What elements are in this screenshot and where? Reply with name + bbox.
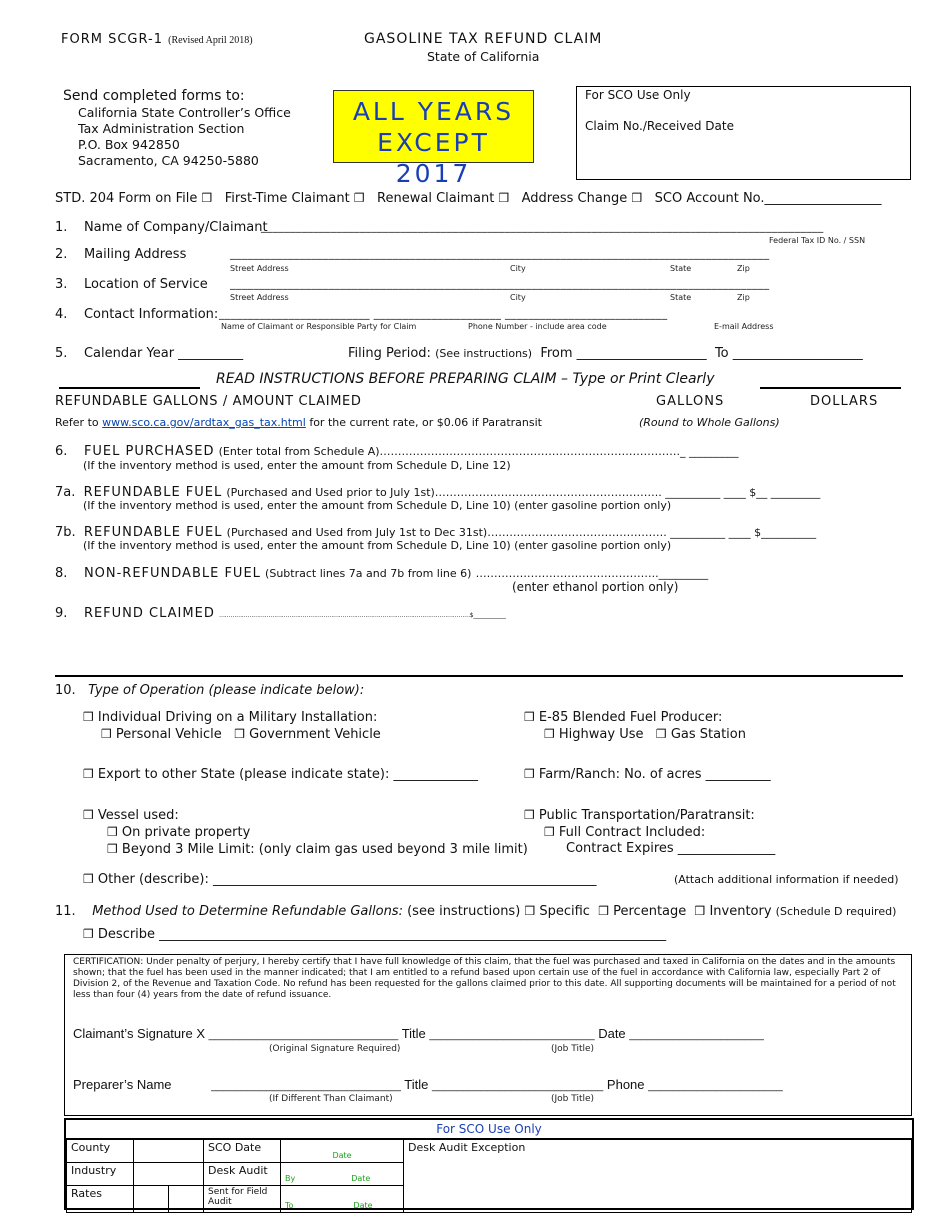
preparer-note: (If Different Than Claimant) bbox=[269, 1094, 393, 1104]
filing-period[interactable]: Filing Period: (See instructions) From ____________________ To ____________________ bbox=[348, 346, 863, 361]
refer-line: Refer to www.sco.ca.gov/ardtax_gas_tax.html for the current rate, or $0.06 if Paratransit bbox=[55, 416, 542, 429]
gas-station-checkbox[interactable]: ❒ bbox=[655, 727, 667, 741]
first-time-checkbox[interactable]: ❒ bbox=[353, 191, 365, 205]
sco-table: County SCO Date Date Desk Audit Exception Industry Desk Audit By Date Rates Sent for Field Audit To Date bbox=[66, 1139, 912, 1213]
line-8: 8. NON-REFUNDABLE FUEL (Subtract lines 7a and 7b from line 6) ………………………………………….._________ bbox=[55, 566, 709, 581]
rate-link[interactable]: www.sco.ca.gov/ardtax_gas_tax.html bbox=[102, 416, 306, 429]
private-property-checkbox[interactable]: ❒ bbox=[107, 825, 118, 839]
line-9: 9. REFUND CLAIMED ……………………………………………………………………………………………………………………$____________ bbox=[55, 606, 506, 621]
beyond-3-mile-checkbox[interactable]: ❒ bbox=[107, 842, 118, 856]
gallons-heading: GALLONS bbox=[656, 394, 725, 409]
signature-row[interactable]: Claimant’s Signature X _______________________________ Title ___________________________ Date ______________________ bbox=[73, 1026, 764, 1041]
city-label: City bbox=[510, 264, 526, 273]
form-id: FORM SCGR-1 bbox=[61, 32, 163, 47]
other-option: ❒ Other (describe): ___________________________________________________________ bbox=[83, 872, 597, 887]
line-4: 4. Contact Information: bbox=[55, 307, 219, 322]
certification-text: CERTIFICATION: Under penalty of perjury, I hereby certify that I have full knowledge of this claim, that the fuel was purchased and taxed in California on the dates and in the amounts shown; that the fuel has been used in the manner indicated; that I am entitled to a refund based upon certain use of the fuel in accordance with California law, especially Part 2 of Division 2, of the Revenue and Taxation Code. No refund has been requested for the gallons claimed prior to this date. All supporting documents will be maintained for a period of not less than four (4) years from the date of refund issuance. bbox=[73, 957, 896, 1000]
inventory-checkbox[interactable]: ❒ bbox=[694, 904, 706, 918]
renewal-checkbox[interactable]: ❒ bbox=[498, 191, 510, 205]
revised-date: (Revised April 2018) bbox=[168, 35, 253, 46]
vessel-checkbox[interactable]: ❒ bbox=[83, 808, 94, 822]
full-contract-checkbox[interactable]: ❒ bbox=[544, 825, 555, 839]
job-title-note: (Job Title) bbox=[551, 1094, 595, 1104]
street-address-label: Street Address bbox=[230, 293, 289, 302]
line-10: 10. Type of Operation (please indicate below): bbox=[55, 683, 365, 698]
percentage-checkbox[interactable]: ❒ bbox=[598, 904, 609, 918]
sco-account-field[interactable]: SCO Account No.__________________ bbox=[654, 191, 882, 206]
personal-vehicle-checkbox[interactable]: ❒ bbox=[101, 727, 112, 741]
city-label: City bbox=[510, 293, 526, 302]
military-option: ❒ Individual Driving on a Military Installation: ❒ Personal Vehicle ❒ Government Vehicle bbox=[83, 710, 381, 742]
describe-field[interactable]: ❒ Describe ______________________________________________________________________________ bbox=[83, 927, 667, 942]
certification-box bbox=[64, 954, 912, 1116]
state-label: State bbox=[670, 293, 692, 302]
attach-note: (Attach additional information if needed) bbox=[674, 873, 899, 886]
street-address-label: Street Address bbox=[230, 264, 289, 273]
all-years-banner: ALL YEARS EXCEPT 2017 bbox=[333, 90, 534, 163]
service-location-field[interactable]: _____________________________________________________________________________________________ bbox=[230, 277, 770, 290]
mailing-address-field[interactable]: _____________________________________________________________________________________________ bbox=[230, 247, 770, 260]
highway-use-checkbox[interactable]: ❒ bbox=[544, 727, 555, 741]
std204-checkbox[interactable]: ❒ bbox=[201, 191, 213, 205]
form-subtitle: State of California bbox=[427, 49, 540, 64]
email-label: E-mail Address bbox=[714, 322, 774, 331]
send-to-heading: Send completed forms to: bbox=[63, 88, 245, 104]
zip-label: Zip bbox=[737, 264, 750, 273]
farm-option: ❒ Farm/Ranch: No. of acres __________ bbox=[524, 767, 771, 782]
e85-option: ❒ E-85 Blended Fuel Producer: ❒ Highway Use ❒ Gas Station bbox=[524, 710, 746, 742]
line-6: 6. FUEL PURCHASED (Enter total from Schedule A)………………………………………………………………………._ _________ bbox=[55, 444, 739, 459]
sco-table-title: For SCO Use Only bbox=[66, 1120, 912, 1139]
sco-table-box bbox=[64, 1118, 914, 1210]
line-2: 2. Mailing Address bbox=[55, 247, 187, 262]
claimant-name-label: Name of Claimant or Responsible Party for Claim bbox=[221, 322, 417, 331]
export-checkbox[interactable]: ❒ bbox=[83, 767, 94, 781]
government-vehicle-checkbox[interactable]: ❒ bbox=[234, 727, 245, 741]
address-change-checkbox[interactable]: ❒ bbox=[631, 191, 643, 205]
line-6-note: (If the inventory method is used, enter the amount from Schedule D, Line 12) bbox=[83, 459, 511, 472]
signature-note: (Original Signature Required) bbox=[269, 1044, 401, 1054]
line-5: 5. Calendar Year __________ bbox=[55, 346, 244, 361]
military-checkbox[interactable]: ❒ bbox=[83, 710, 94, 724]
line-8-note: (enter ethanol portion only) bbox=[512, 580, 679, 594]
phone-number-label: Phone Number - include area code bbox=[468, 322, 607, 331]
zip-label: Zip bbox=[737, 293, 750, 302]
public-transport-option: ❒ Public Transportation/Paratransit: ❒ Full Contract Included: Contract Expires _______________ bbox=[524, 808, 776, 856]
state-label: State bbox=[670, 264, 692, 273]
line-7b-note: (If the inventory method is used, enter the amount from Schedule D, Line 10) (enter gasoline portion only) bbox=[83, 539, 672, 552]
sco-use-box: For SCO Use Only Claim No./Received Date bbox=[576, 86, 911, 180]
round-note: (Round to Whole Gallons) bbox=[639, 416, 780, 429]
send-to-address: California State Controller’s Office Tax Administration Section P.O. Box 942850 Sacramento, CA 94250-5880 bbox=[78, 105, 291, 168]
line-3: 3. Location of Service bbox=[55, 277, 208, 292]
line-7a: 7a. REFUNDABLE FUEL (Purchased and Used prior to July 1st)…………………………………………………….. __________ ____ $__ _________ bbox=[55, 485, 821, 500]
other-checkbox[interactable]: ❒ bbox=[83, 872, 94, 886]
line-11: 11. Method Used to Determine Refundable Gallons: (see instructions) ❒ Specific ❒ Percentage ❒ Inventory (Schedule D required) bbox=[55, 904, 897, 919]
export-option: ❒ Export to other State (please indicate state): _____________ bbox=[83, 767, 478, 782]
company-name-field[interactable]: _________________________________________________________________________________________________ bbox=[261, 220, 824, 233]
preparer-row[interactable]: Preparer’s Name _______________________________ Title ____________________________ Phone ______________________ bbox=[73, 1077, 783, 1092]
section-divider bbox=[55, 675, 903, 677]
line-7b: 7b. REFUNDABLE FUEL (Purchased and Used from July 1st to Dec 31st)…………………………………………. __________ ____ $__________ bbox=[55, 525, 817, 540]
job-title-note: (Job Title) bbox=[551, 1044, 595, 1054]
dollars-heading: DOLLARS bbox=[810, 394, 879, 409]
public-transport-checkbox[interactable]: ❒ bbox=[524, 808, 535, 822]
form-title: GASOLINE TAX REFUND CLAIM bbox=[364, 31, 603, 47]
status-row: STD. 204 Form on File ❒ First-Time Claimant ❒ Renewal Claimant ❒ Address Change ❒ SCO Account No.__________________ bbox=[55, 191, 882, 206]
columns-heading: REFUNDABLE GALLONS / AMOUNT CLAIMED bbox=[55, 394, 362, 409]
divider-right bbox=[760, 387, 901, 389]
read-instructions: READ INSTRUCTIONS BEFORE PREPARING CLAIM – Type or Print Clearly bbox=[216, 371, 715, 387]
divider-left bbox=[59, 387, 200, 389]
contact-info-field[interactable]: __________________________ ______________________ ____________________________ bbox=[219, 307, 668, 320]
vessel-option: ❒ Vessel used: ❒ On private property ❒ Beyond 3 Mile Limit: (only claim gas used beyond 3 mile limit) bbox=[83, 808, 528, 857]
line-7a-note: (If the inventory method is used, enter the amount from Schedule D, Line 10) (enter gasoline portion only) bbox=[83, 499, 672, 512]
specific-checkbox[interactable]: ❒ bbox=[524, 904, 536, 918]
e85-checkbox[interactable]: ❒ bbox=[524, 710, 535, 724]
farm-checkbox[interactable]: ❒ bbox=[524, 767, 535, 781]
federal-tax-id-label: Federal Tax ID No. / SSN bbox=[769, 236, 866, 245]
line-1: 1. Name of Company/Claimant bbox=[55, 220, 268, 235]
